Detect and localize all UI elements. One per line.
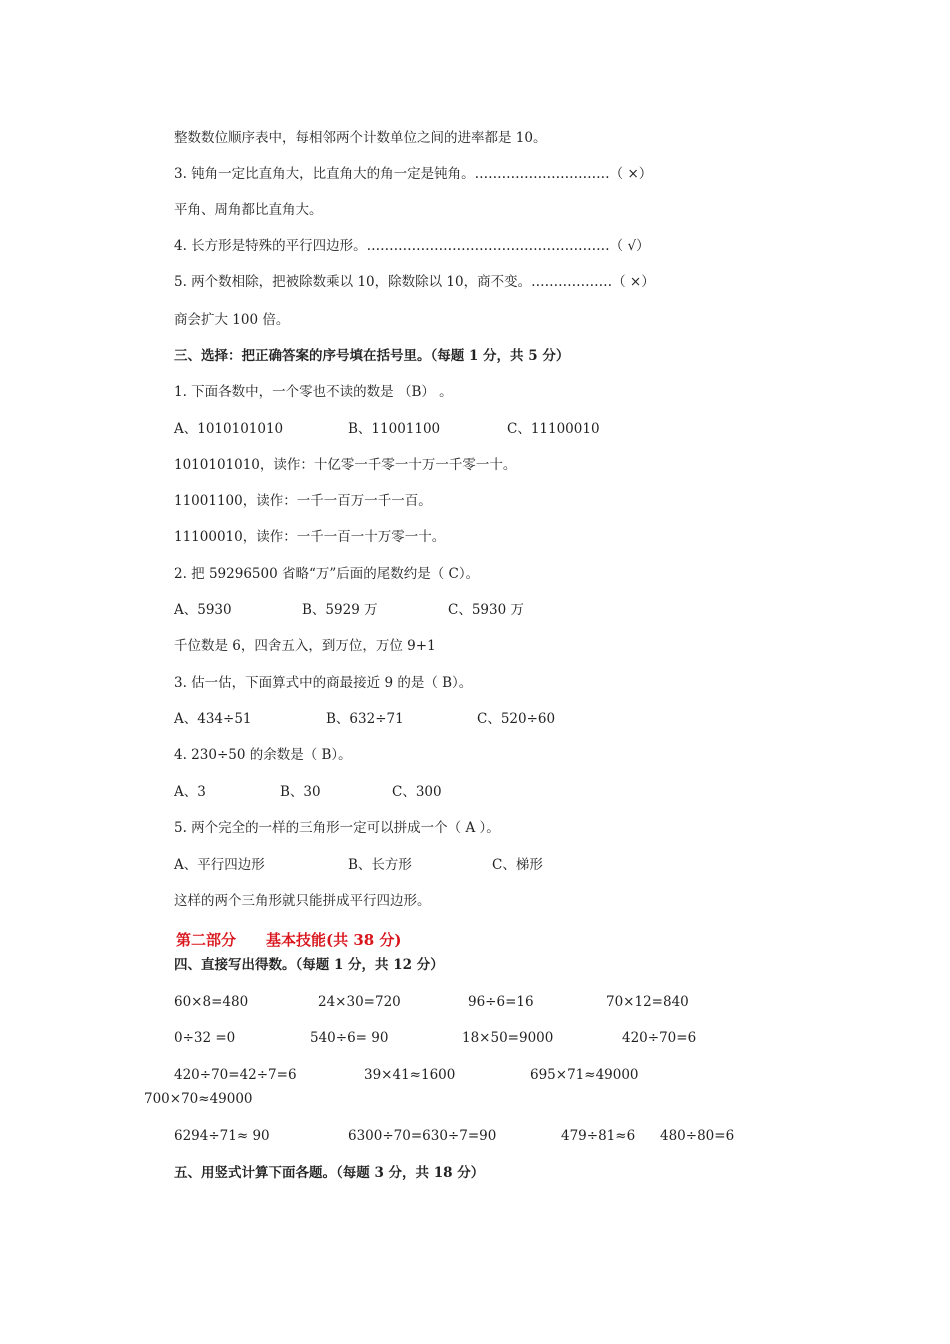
text-line: 11001100，读作：一千一百万一千一百。 bbox=[174, 493, 432, 509]
option-a: A、1010101010 bbox=[174, 421, 284, 437]
calc-item: 96÷6=16 bbox=[468, 994, 534, 1010]
option-c: C、11100010 bbox=[507, 421, 600, 437]
option-b: B、11001100 bbox=[348, 421, 441, 437]
choice-question-5: 5. 两个完全的一样的三角形一定可以拼成一个（ A ）。 bbox=[174, 820, 500, 836]
option-c: C、300 bbox=[392, 784, 442, 800]
option-c: C、梯形 bbox=[492, 857, 543, 873]
options-row-q4 bbox=[0, 782, 950, 802]
calc-row-1 bbox=[0, 992, 950, 1012]
calc-item: 479÷81≈6 bbox=[561, 1128, 636, 1144]
option-b: B、长方形 bbox=[348, 857, 412, 873]
part-two-heading: 第二部分 基本技能(共 38 分) bbox=[176, 931, 402, 949]
calc-item: 18×50=9000 bbox=[462, 1030, 554, 1046]
options-row-q5 bbox=[0, 855, 950, 875]
text-line: 整数数位顺序表中，每相邻两个计数单位之间的进率都是 10。 bbox=[174, 130, 547, 146]
calc-row-3 bbox=[0, 1065, 950, 1085]
calc-item: 695×71≈49000 bbox=[530, 1067, 639, 1083]
calc-item: 24×30=720 bbox=[318, 994, 401, 1010]
text-line: 千位数是 6，四舍五入，到万位，万位 9+1 bbox=[174, 638, 436, 654]
calc-item: 6294÷71≈ 90 bbox=[174, 1128, 270, 1144]
option-c: C、520÷60 bbox=[477, 711, 556, 727]
calc-row-2 bbox=[0, 1028, 950, 1048]
judgement-item-3: 3. 钝角一定比直角大，比直角大的角一定是钝角。…………………………（ ×） bbox=[174, 166, 653, 182]
section-heading-choice: 三、选择：把正确答案的序号填在括号里。（每题 1 分，共 5 分） bbox=[174, 348, 570, 364]
choice-question-1: 1. 下面各数中，一个零也不读的数是 （B） 。 bbox=[174, 384, 453, 400]
option-b: B、632÷71 bbox=[326, 711, 404, 727]
section-heading-direct-calc: 四、直接写出得数。（每题 1 分，共 12 分） bbox=[174, 957, 444, 973]
choice-question-2: 2. 把 59296500 省略“万”后面的尾数约是（ C）。 bbox=[174, 566, 480, 582]
option-a: A、平行四边形 bbox=[174, 857, 265, 873]
judgement-item-5: 5. 两个数相除，把被除数乘以 10，除数除以 10，商不变。………………（ ×） bbox=[174, 274, 655, 290]
option-b: B、30 bbox=[280, 784, 321, 800]
options-row-q1 bbox=[0, 419, 950, 439]
choice-question-3: 3. 估一估，下面算式中的商最接近 9 的是（ B）。 bbox=[174, 675, 473, 691]
calc-item: 540÷6= 90 bbox=[310, 1030, 389, 1046]
calc-row-3-wrap bbox=[0, 1089, 950, 1109]
options-row-q3 bbox=[0, 709, 950, 729]
text-line: 11100010，读作：一千一百一十万零一十。 bbox=[174, 529, 446, 545]
calc-item: 39×41≈1600 bbox=[364, 1067, 456, 1083]
option-a: A、5930 bbox=[174, 602, 232, 618]
calc-item: 700×70≈49000 bbox=[144, 1091, 253, 1107]
text-line: 商会扩大 100 倍。 bbox=[174, 312, 290, 328]
calc-item: 420÷70=6 bbox=[622, 1030, 697, 1046]
option-a: A、3 bbox=[174, 784, 206, 800]
text-line: 这样的两个三角形就只能拼成平行四边形。 bbox=[174, 893, 431, 909]
options-row-q2 bbox=[0, 600, 950, 620]
calc-item: 420÷70=42÷7=6 bbox=[174, 1067, 297, 1083]
option-c: C、5930 万 bbox=[448, 602, 524, 618]
calc-item: 480÷80=6 bbox=[660, 1128, 735, 1144]
calc-item: 6300÷70=630÷7=90 bbox=[348, 1128, 497, 1144]
calc-item: 0÷32 =0 bbox=[174, 1030, 236, 1046]
text-line: 1010101010，读作：十亿零一千零一十万一千零一十。 bbox=[174, 457, 517, 473]
choice-question-4: 4. 230÷50 的余数是（ B）。 bbox=[174, 747, 352, 763]
judgement-item-4: 4. 长方形是特殊的平行四边形。………………………………………………（ √） bbox=[174, 238, 650, 254]
option-a: A、434÷51 bbox=[174, 711, 252, 727]
calc-item: 60×8=480 bbox=[174, 994, 249, 1010]
calc-item: 70×12=840 bbox=[606, 994, 689, 1010]
text-line: 平角、周角都比直角大。 bbox=[174, 202, 323, 218]
section-heading-vertical-calc: 五、用竖式计算下面各题。（每题 3 分，共 18 分） bbox=[174, 1165, 485, 1181]
calc-row-4 bbox=[0, 1126, 950, 1146]
option-b: B、5929 万 bbox=[302, 602, 378, 618]
